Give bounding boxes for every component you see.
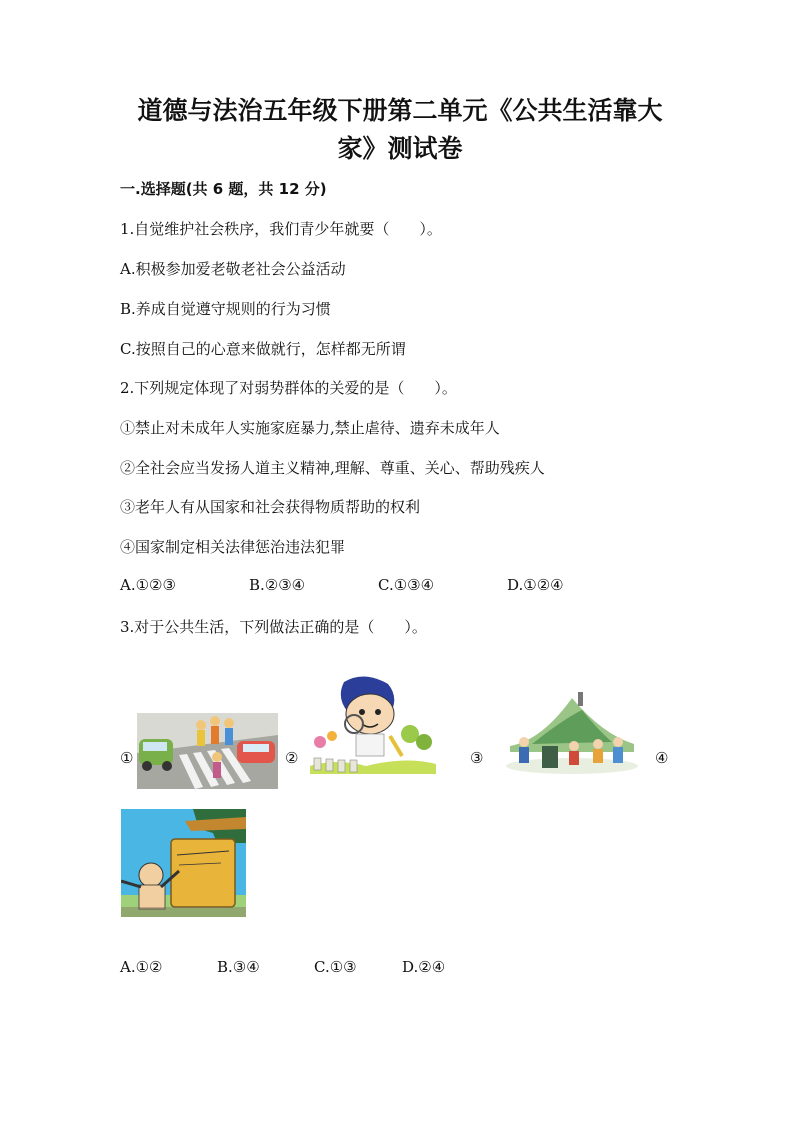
question-2-statement-1: ①禁止对未成年人实施家庭暴力,禁止虐待、遗弃未成年人 xyxy=(120,419,500,437)
question-3-option-c: C.①③ xyxy=(314,958,357,976)
question-2-option-b: B.②③④ xyxy=(249,576,306,594)
question-3-option-d: D.②④ xyxy=(402,958,446,976)
question-2-statement-2: ②全社会应当发扬人道主义精神,理解、尊重、关心、帮助残疾人 xyxy=(120,459,545,477)
page-title xyxy=(100,92,700,168)
picture-marker-4: ④ xyxy=(655,749,669,767)
writing-graffiti-on-monument-illustration xyxy=(121,809,246,917)
question-3-option-a: A.①② xyxy=(120,958,163,976)
question-3-option-b: B.③④ xyxy=(217,958,260,976)
picture-marker-1: ① xyxy=(120,749,134,767)
question-2-option-a: A.①②③ xyxy=(120,576,176,594)
boy-plucking-flowers-illustration xyxy=(306,674,441,781)
question-3-stem: 3.对于公共生活，下列做法正确的是（ ）。 xyxy=(120,618,427,636)
traffic-crossing-illustration xyxy=(137,713,278,789)
section-header: 一.选择题(共 6 题，共 12 分) xyxy=(120,180,327,198)
picture-marker-3: ③ xyxy=(470,749,484,767)
question-1-option-a: A.积极参加爱老敬老社会公益活动 xyxy=(120,260,346,278)
question-1-stem: 1.自觉维护社会秩序，我们青少年就要（ ）。 xyxy=(120,220,442,238)
question-2-stem: 2.下列规定体现了对弱势群体的关爱的是（ ）。 xyxy=(120,379,457,397)
people-collecting-litter-illustration xyxy=(502,690,640,778)
question-1-option-c: C.按照自己的心意来做就行，怎样都无所谓 xyxy=(120,340,406,358)
title-line-1: 道德与法治五年级下册第二单元《公共生活靠大 xyxy=(137,96,663,125)
question-2-option-c: C.①③④ xyxy=(378,576,435,594)
picture-marker-2: ② xyxy=(285,749,299,767)
question-1-option-b: B.养成自觉遵守规则的行为习惯 xyxy=(120,300,331,318)
question-2-option-d: D.①②④ xyxy=(507,576,564,594)
question-2-statement-3: ③老年人有从国家和社会获得物质帮助的权利 xyxy=(120,498,421,516)
title-line-2: 家》测试卷 xyxy=(337,134,463,163)
question-2-statement-4: ④国家制定相关法律惩治违法犯罪 xyxy=(120,538,346,556)
